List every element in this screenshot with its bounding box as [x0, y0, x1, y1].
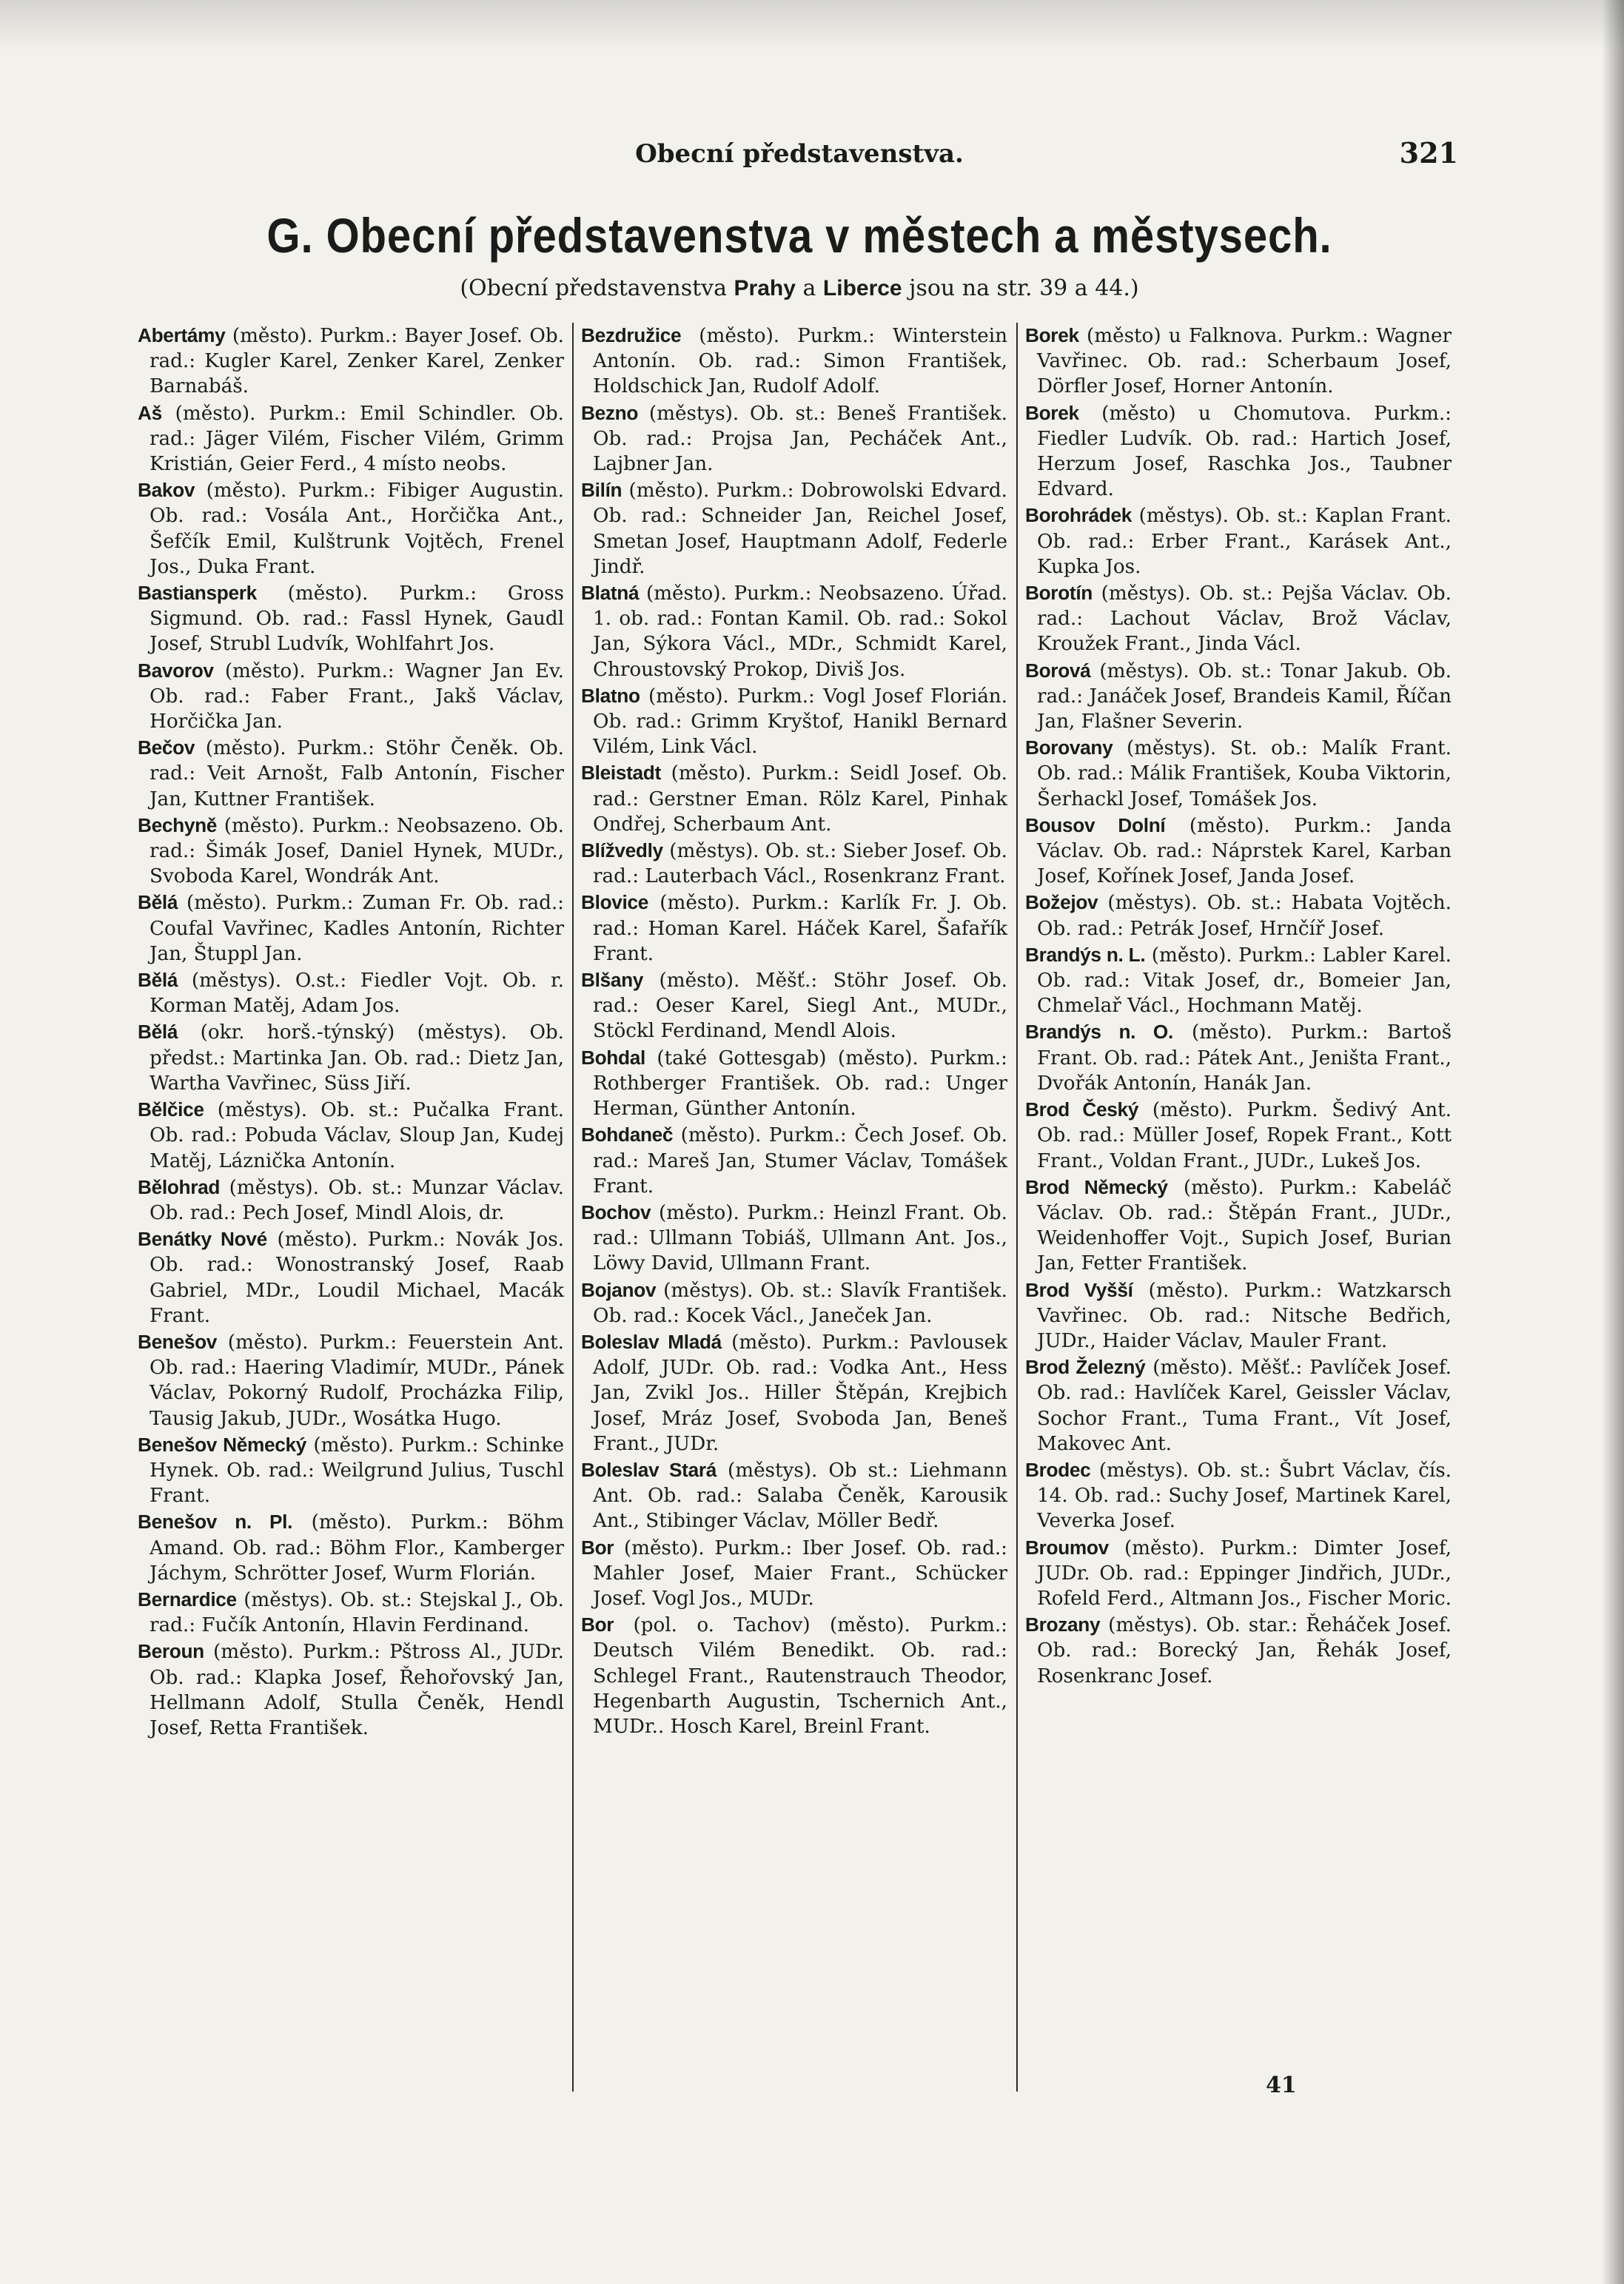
entry-details: (městys). Ob. st.: Stejskal J., Ob. rad.: Fučík Antonín, Hlavin Ferdinand.	[150, 1588, 564, 1637]
entry-details: (město). Purkm.: Bayer Josef. Ob. rad.: Kugler Karel, Zenker Karel, Zenker Barnabáš.	[150, 325, 564, 398]
directory-entry	[1025, 1277, 1452, 1354]
directory-entry	[138, 890, 564, 967]
entry-place-name: Bernardice	[138, 1588, 237, 1610]
entry-place-name: Brod Německý	[1025, 1175, 1168, 1198]
column-3	[1025, 323, 1452, 1690]
section-subtitle	[141, 275, 1458, 301]
entry-place-name: Benešov Německý	[138, 1433, 307, 1456]
directory-columns	[138, 323, 1463, 2114]
entry-details: (městys). Ob. st.: Pejša Václav. Ob. rad.: Lachout Václav, Brož Václav, Kroužek Frant., Jinda Václ.	[1037, 582, 1452, 656]
directory-entry	[138, 323, 564, 400]
entry-details: (město). Purkm.: Pavlousek Adolf, JUDr. Ob. rad.: Vodka Ant., Hess Jan, Zvikl Jos.. Hiller Štěpán, Krejbich Josef, Mráz Josef, Svoboda Jan, Beneš Frant., JUDr.	[593, 1331, 1007, 1455]
entry-place-name: Brod Železný	[1025, 1356, 1146, 1379]
directory-entry	[581, 400, 1007, 477]
entry-place-name: Borová	[1025, 659, 1091, 682]
entry-details: (městys). Ob. st.: Šubrt Václav, čís. 14. Ob. rad.: Suchy Josef, Martinek Karel, Veverka Josef.	[1037, 1459, 1452, 1533]
entry-place-name: Borovany	[1025, 736, 1113, 759]
directory-entry	[581, 323, 1007, 400]
section-title: G. Obecní představenstva v městech a městysech.	[266, 208, 1332, 263]
directory-entry	[138, 1509, 564, 1586]
directory-entry	[1025, 1457, 1452, 1534]
entry-place-name: Bakov	[138, 479, 195, 502]
running-title: Obecní představenstva.	[635, 139, 964, 169]
entry-place-name: Aš	[138, 401, 162, 424]
directory-entry	[581, 1612, 1007, 1739]
directory-entry	[581, 683, 1007, 760]
directory-entry	[581, 890, 1007, 967]
directory-entry	[138, 1019, 564, 1096]
directory-entry	[138, 1226, 564, 1329]
entry-details: (město). Purkm.: Heinzl Frant. Ob. rad.: Ullmann Tobiáš, Ullmann Ant. Jos., Löwy David, Ullmann Frant.	[593, 1201, 1007, 1275]
directory-entry	[138, 1639, 564, 1741]
entry-place-name: Blatná	[581, 582, 640, 605]
directory-entry	[138, 1175, 564, 1226]
entry-details: (městys). Ob. st.: Habata Vojtěch. Ob. rad.: Petrák Josef, Hrnčíř Josef.	[1037, 892, 1452, 940]
directory-entry	[1025, 735, 1452, 812]
entry-details: (město). Purkm.: Janda Václav. Ob. rad.: Náprstek Karel, Karban Josef, Kořínek Josef, Janda Josef.	[1037, 814, 1452, 888]
entry-details: (město). Purkm.: Feuerstein Ant. Ob. rad.: Haering Vladimír, MUDr., Pánek Václav, Pokorný Rudolf, Procházka Filip, Tausig Jakub, JUDr., Wosátka Hugo.	[150, 1331, 564, 1430]
entry-place-name: Blšany	[581, 969, 644, 992]
directory-entry	[1025, 813, 1452, 890]
page-header	[141, 136, 1458, 176]
subtitle-prague: Prahy	[734, 276, 796, 300]
entry-details: (městys). Ob. st.: Tonar Jakub. Ob. rad.: Janáček Josef, Brandeis Kamil, Říčan Jan, Flašner Severin.	[1037, 659, 1452, 733]
entry-place-name: Bezdružice	[581, 324, 682, 346]
entry-place-name: Benešov	[138, 1330, 218, 1353]
entry-details: (městys). Ob. st.: Kaplan Frant. Ob. rad.: Erber Frant., Karásek Ant., Kupka Jos.	[1037, 505, 1452, 578]
entry-place-name: Bohdaneč	[581, 1123, 674, 1146]
directory-entry	[138, 580, 564, 657]
entry-details: (město). Purkm.: Novák Jos. Ob. rad.: Wonostranský Josef, Raab Gabriel, MDr., Loudil Michael, Macák Frant.	[150, 1229, 564, 1327]
entry-place-name: Bělá	[138, 891, 178, 914]
directory-entry	[138, 967, 564, 1018]
entry-place-name: Blížvedly	[581, 839, 663, 862]
entry-place-name: Brod Vyšší	[1025, 1278, 1133, 1301]
subtitle-mid: a	[795, 275, 823, 301]
directory-entry	[1025, 323, 1452, 400]
entry-details: (okr. horš.-týnský) (městys). Ob. předst.: Martinka Jan. Ob. rad.: Dietz Jan, Wartha Vavřinec, Süss Jiří.	[150, 1021, 564, 1095]
directory-entry	[138, 400, 564, 477]
directory-entry	[138, 477, 564, 580]
directory-entry	[138, 735, 564, 812]
directory-entry	[581, 1045, 1007, 1122]
column-divider-2	[1016, 323, 1018, 2092]
entry-details: (městys). Ob. st.: Slavík František. Ob. rad.: Kocek Václ., Janeček Jan.	[593, 1279, 1007, 1327]
directory-entry	[1025, 1535, 1452, 1612]
directory-entry	[581, 967, 1007, 1044]
entry-details: (město). Purkm.: Watzkarsch Vavřinec. Ob. rad.: Nitsche Bedřich, JUDr., Haider Václav, Mauler Frant.	[1037, 1279, 1452, 1352]
subtitle-post: jsou na str. 39 a 44.)	[902, 275, 1139, 301]
directory-entry	[138, 1097, 564, 1174]
entry-place-name: Brodec	[1025, 1458, 1091, 1481]
entry-details: (město). Purkm.: Wagner Jan Ev. Ob. rad.: Faber Frant., Jakš Václav, Horčička Jan.	[150, 659, 564, 733]
entry-details: (městys). St. ob.: Malík Frant. Ob. rad.: Málik František, Kouba Viktorin, Šerhackl Josef, Tomášek Jos.	[1037, 737, 1452, 810]
entry-place-name: Bor	[581, 1613, 614, 1636]
directory-entry	[1025, 658, 1452, 735]
entry-place-name: Bělčice	[138, 1098, 204, 1121]
entry-details: (městys). Ob. st.: Beneš František. Ob. rad.: Projsa Jan, Pecháček Ant., Lajbner Jan.	[593, 402, 1007, 476]
directory-entry	[1025, 1019, 1452, 1096]
entry-details: (město). Purkm.: Dobrowolski Edvard. Ob. rad.: Schneider Jan, Reichel Josef, Smetan Josef, Hauptmann Adolf, Federle Jindř.	[593, 480, 1007, 578]
entry-place-name: Bělá	[138, 969, 178, 992]
entry-place-name: Blatno	[581, 684, 640, 707]
entry-place-name: Bochov	[581, 1200, 651, 1223]
entry-place-name: Bechyně	[138, 813, 218, 836]
directory-entry	[1025, 1354, 1452, 1457]
entry-details: (městys). Ob. st.: Pučalka Frant. Ob. rad.: Pobuda Václav, Sloup Jan, Kudej Matěj, Láznička Antonín.	[150, 1099, 564, 1172]
entry-details: (město). Purkm.: Stöhr Čeněk. Ob. rad.: Veit Arnošt, Falb Antonín, Fischer Jan, Kuttner František.	[150, 737, 564, 810]
directory-entry	[581, 1200, 1007, 1277]
entry-place-name: Bečov	[138, 736, 195, 759]
directory-entry	[1025, 580, 1452, 657]
entry-place-name: Broumov	[1025, 1536, 1109, 1559]
entry-place-name: Abertámy	[138, 324, 226, 346]
entry-place-name: Brandýs n. O.	[1025, 1021, 1173, 1044]
entry-details: (město). Purkm.: Karlík Fr. J. Ob. rad.: Homan Karel. Háček Karel, Šafařík Frant.	[593, 892, 1007, 965]
entry-details: (městys). Ob. st.: Munzar Václav. Ob. rad.: Pech Josef, Mindl Alois, dr.	[150, 1176, 564, 1224]
directory-entry	[1025, 1175, 1452, 1277]
entry-details: (městys). Ob st.: Liehmann Ant. Ob. rad.: Salaba Čeněk, Karousik Ant., Stibinger Václav, Möller Bedř.	[593, 1459, 1007, 1533]
directory-entry	[138, 1587, 564, 1638]
entry-details: (město). Purkm.: Seidl Josef. Ob. rad.: Gerstner Eman. Rölz Karel, Pinhak Ondřej, Scherbaum Ant.	[593, 762, 1007, 836]
entry-place-name: Bastiansperk	[138, 582, 257, 605]
directory-entry	[581, 760, 1007, 837]
entry-place-name: Benátky Nové	[138, 1228, 267, 1251]
directory-entry	[581, 580, 1007, 682]
entry-details: (město) u Falknova. Purkm.: Wagner Vavřinec. Ob. rad.: Scherbaum Josef, Dörfler Josef, Horner Antonín.	[1037, 325, 1452, 398]
entry-details: (město) u Chomutova. Purkm.: Fiedler Ludvík. Ob. rad.: Hartich Josef, Herzum Josef, Raschka Jos., Taubner Edvard.	[1037, 402, 1452, 501]
entry-details: (město). Purkm.: Čech Josef. Ob. rad.: Mareš Jan, Stumer Václav, Tomášek Frant.	[593, 1124, 1007, 1198]
entry-place-name: Bezno	[581, 401, 639, 424]
entry-details: (také Gottesgab) (město). Purkm.: Rothberger František. Ob. rad.: Unger Herman, Günther Antonín.	[593, 1047, 1007, 1121]
entry-place-name: Borek	[1025, 401, 1079, 424]
column-1	[138, 323, 564, 1741]
entry-place-name: Bělá	[138, 1021, 178, 1044]
entry-details: (město). Purkm.: Vogl Josef Florián. Ob. rad.: Grimm Kryštof, Hanikl Bernard Vilém, Link Václ.	[593, 685, 1007, 759]
entry-details: (město). Měšť.: Stöhr Josef. Ob. rad.: Oeser Karel, Siegl Ant., MUDr., Stöckl Ferdinand, Mendl Alois.	[593, 970, 1007, 1043]
entry-place-name: Bělohrad	[138, 1175, 221, 1198]
directory-entry	[1025, 400, 1452, 503]
scan-shading-edge	[1602, 0, 1624, 2284]
directory-entry	[1025, 942, 1452, 1019]
directory-entry	[1025, 1612, 1452, 1689]
entry-details: (městys). O.st.: Fiedler Vojt. Ob. r. Korman Matěj, Adam Jos.	[150, 970, 564, 1018]
entry-place-name: Beroun	[138, 1640, 204, 1663]
entry-place-name: Brozany	[1025, 1613, 1101, 1636]
entry-details: (město). Purkm.: Iber Josef. Ob. rad.: Mahler Josef, Maier Frant., Schücker Josef. Vogl Jos., MUDr.	[593, 1536, 1007, 1610]
entry-details: (město). Purkm.: Emil Schindler. Ob. rad.: Jäger Vilém, Fischer Vilém, Grimm Kristián, Geier Ferd., 4 místo neobs.	[150, 402, 564, 476]
entry-details: (město). Purkm.: Labler Karel. Ob. rad.: Vitak Josef, dr., Bomeier Jan, Chmelař Václ., Hochmann Matěj.	[1037, 944, 1452, 1018]
directory-entry	[581, 1535, 1007, 1612]
entry-place-name: Boleslav Mladá	[581, 1330, 722, 1353]
entry-place-name: Blovice	[581, 891, 649, 914]
directory-entry	[581, 1122, 1007, 1199]
entry-details: (město). Purkm.: Kabeláč Václav. Ob. rad.: Štěpán Frant., JUDr., Weidenhoffer Vojt., Supich Josef, Burian Jan, Fetter František.	[1037, 1176, 1452, 1275]
entry-details: (město). Purkm.: Böhm Amand. Ob. rad.: Böhm Flor., Kamberger Jáchym, Schrötter Josef, Wurm Florián.	[150, 1511, 564, 1585]
entry-details: (město). Purkm.: Fibiger Augustin. Ob. rad.: Vosála Ant., Horčička Ant., Šefčík Emil, Kulštrunk Vojtěch, Frenel Jos., Duka Frant.	[150, 480, 564, 578]
scan-shading-top	[0, 0, 1624, 52]
entry-place-name: Brod Český	[1025, 1098, 1139, 1121]
entry-place-name: Bleistadt	[581, 762, 661, 785]
entry-details: (město). Měšť.: Pavlíček Josef. Ob. rad.: Havlíček Karel, Geissler Václav, Sochor Frant., Tuma Frant., Vít Josef, Makovec Ant.	[1037, 1357, 1452, 1455]
subtitle-pre: (Obecní představenstva	[460, 275, 734, 301]
directory-entry	[138, 813, 564, 890]
page-number: 321	[1399, 136, 1458, 169]
entry-details: (městys). Ob. star.: Řeháček Josef. Ob. rad.: Borecký Jan, Řehák Josef, Rosenkranc Josef.	[1037, 1614, 1452, 1687]
directory-entry	[581, 838, 1007, 889]
entry-details: (město). Purkm.: Zuman Fr. Ob. rad.: Coufal Vavřinec, Kadles Antonín, Richter Jan, Štuppl Jan.	[150, 892, 564, 965]
entry-details: (město). Purkm.: Gross Sigmund. Ob. rad.: Fassl Hynek, Gaudl Josef, Strubl Ludvík, Wohlfahrt Jos.	[150, 582, 564, 656]
entry-place-name: Benešov n. Pl.	[138, 1511, 293, 1534]
entry-details: (město). Purkm.: Dimter Josef, JUDr. Ob. rad.: Eppinger Jindřich, JUDr., Rofeld Ferd., Altmann Jos., Fischer Moric.	[1037, 1536, 1452, 1610]
entry-details: (město). Purkm. Šedivý Ant. Ob. rad.: Müller Josef, Ropek Frant., Kott Frant., Voldan Frant., JUDr., Lukeš Jos.	[1037, 1099, 1452, 1172]
directory-entry	[581, 477, 1007, 580]
directory-entry	[581, 1457, 1007, 1534]
entry-place-name: Borotín	[1025, 582, 1093, 605]
signature-mark: 41	[1266, 2072, 1297, 2098]
directory-entry	[138, 1329, 564, 1431]
entry-place-name: Brandýs n. L.	[1025, 943, 1146, 966]
entry-place-name: Bousov Dolní	[1025, 813, 1166, 836]
directory-entry	[581, 1277, 1007, 1329]
directory-entry	[1025, 1097, 1452, 1174]
entry-place-name: Borohrádek	[1025, 504, 1132, 527]
entry-place-name: Bilín	[581, 479, 623, 502]
directory-entry	[1025, 503, 1452, 580]
entry-details: (město). Purkm.: Bartoš Frant. Ob. rad.: Pátek Ant., Jeništa Frant., Dvořák Antonín, Hanák Jan.	[1037, 1021, 1452, 1095]
directory-entry	[581, 1329, 1007, 1457]
entry-place-name: Boleslav Stará	[581, 1458, 717, 1481]
directory-entry	[138, 658, 564, 735]
entry-details: (město). Purkm.: Neobsazeno. Ob. rad.: Šimák Josef, Daniel Hynek, MUDr., Svoboda Karel, Wondrák Ant.	[150, 814, 564, 888]
entry-place-name: Bohdal	[581, 1046, 645, 1069]
entry-details: (město). Purkm.: Neobsazeno. Úřad. 1. ob. rad.: Fontan Kamil. Ob. rad.: Sokol Jan, Sýkora Václ., MDr., Schmidt Karel, Chroustovský Prokop, Diviš Jos.	[593, 582, 1007, 681]
directory-entry	[1025, 890, 1452, 941]
entry-details: (pol. o. Tachov) (město). Purkm.: Deutsch Vilém Benedikt. Ob. rad.: Schlegel Frant., Rautenstrauch Theodor, Hegenbarth Augustin, Tschernich Ant., MUDr.. Hosch Karel, Breinl Frant.	[593, 1614, 1007, 1738]
entry-place-name: Bojanov	[581, 1278, 657, 1301]
column-divider-1	[572, 323, 574, 2092]
entry-details: (město). Purkm.: Winterstein Antonín. Ob. rad.: Simon František, Holdschick Jan, Rudolf Adolf.	[593, 325, 1007, 398]
column-2	[581, 323, 1007, 1740]
subtitle-liberec: Liberce	[822, 276, 902, 300]
entry-details: (město). Purkm.: Schinke Hynek. Ob. rad.: Weilgrund Julius, Tuschl Frant.	[150, 1434, 564, 1508]
entry-place-name: Bor	[581, 1536, 614, 1559]
entry-place-name: Bavorov	[138, 659, 214, 682]
entry-place-name: Borek	[1025, 324, 1079, 346]
entry-place-name: Božejov	[1025, 891, 1098, 914]
directory-entry	[138, 1432, 564, 1509]
entry-details: (městys). Ob. st.: Sieber Josef. Ob. rad.: Lauterbach Václ., Rosenkranz Frant.	[593, 840, 1007, 888]
entry-details: (město). Purkm.: Pštross Al., JUDr. Ob. rad.: Klapka Josef, Řehořovský Jan, Hellmann Adolf, Stulla Čeněk, Hendl Josef, Retta František.	[150, 1641, 564, 1739]
